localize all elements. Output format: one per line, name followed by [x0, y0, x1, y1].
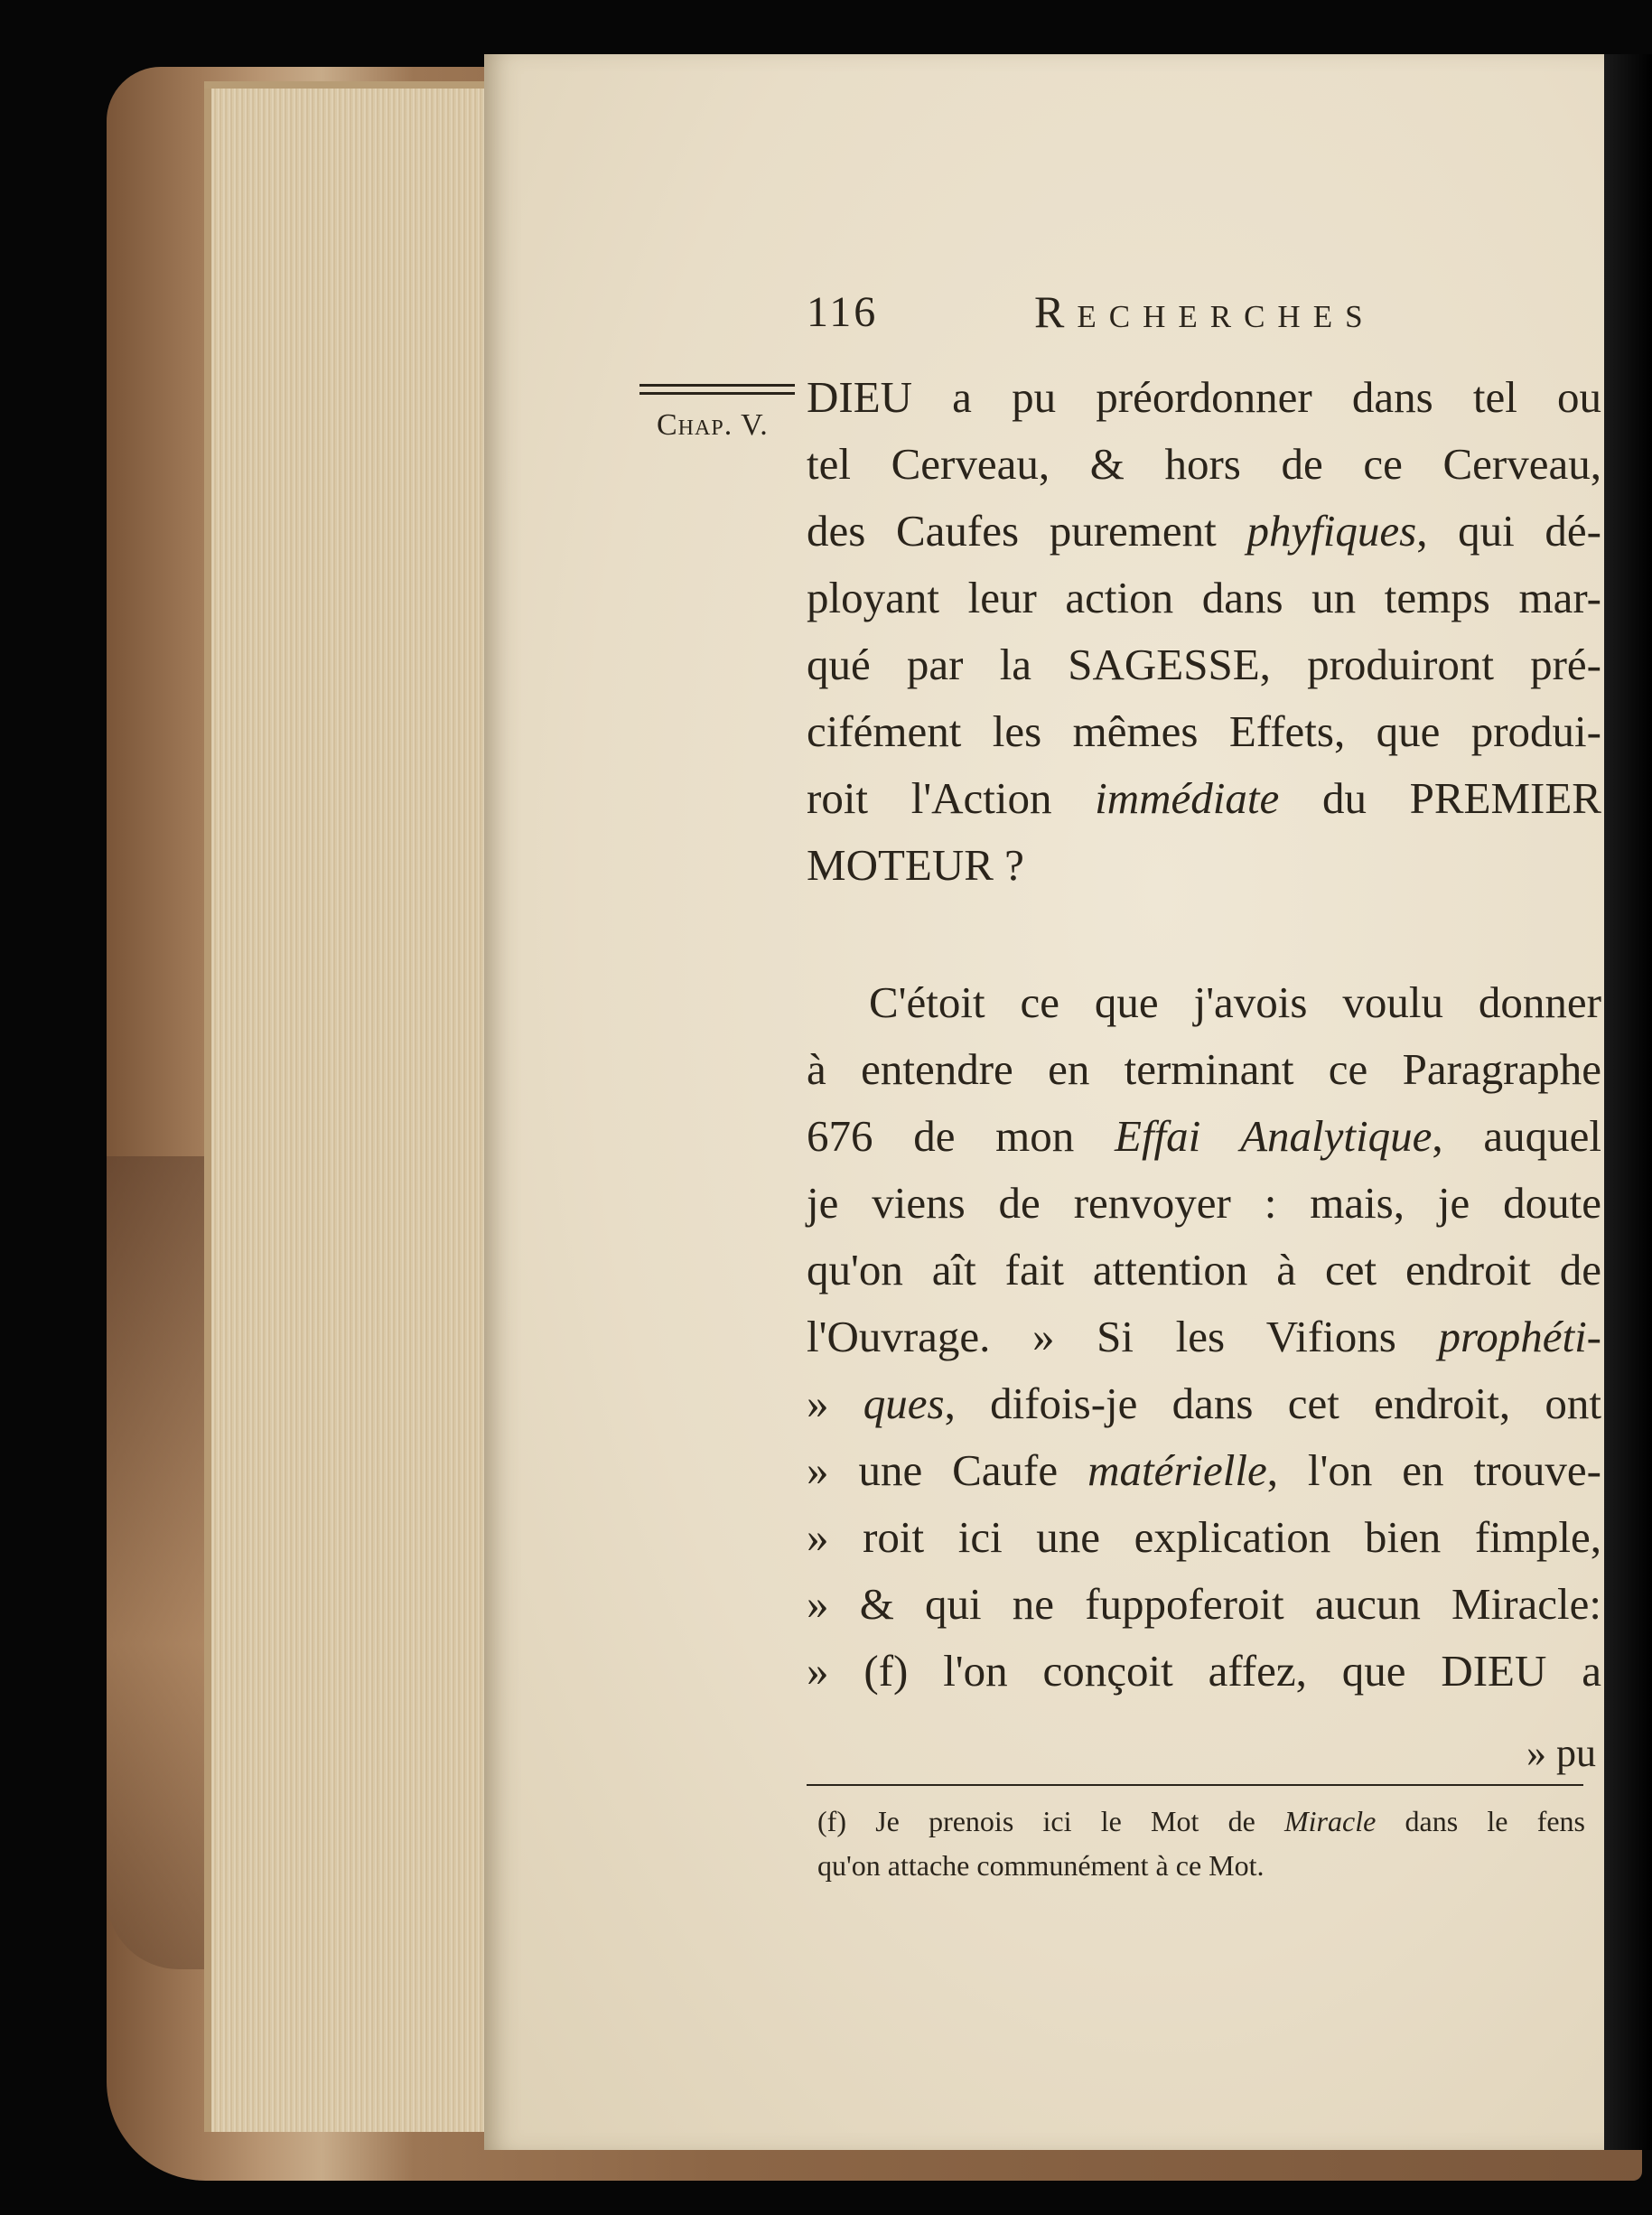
italic-text: matérielle — [1087, 1445, 1267, 1495]
text-line — [807, 1314, 1601, 1359]
text-line — [807, 1245, 1601, 1294]
line-text: qu'on aît fait attention à cet endroit de — [807, 1245, 1601, 1294]
margin-rule-bottom — [639, 392, 795, 395]
text-line — [807, 1111, 1601, 1161]
italic-text: phyfiques — [1246, 506, 1417, 556]
footnote-text-end: dans le fens — [1376, 1805, 1585, 1837]
text-line — [807, 1379, 1601, 1428]
text-line — [807, 439, 1601, 489]
line-text: tel Cerveau, & hors de ce Cerveau, — [807, 439, 1601, 489]
line-text: , auquel — [1432, 1111, 1601, 1161]
footnote-rule — [807, 1784, 1583, 1786]
italic-text: prophéti- — [1438, 1312, 1601, 1361]
text-line — [807, 1178, 1601, 1228]
line-text: » roit ici une explication bien fimple, — [807, 1512, 1601, 1562]
text-line — [807, 1646, 1601, 1696]
italic-text: ques — [863, 1379, 945, 1428]
footnote-italic: Miracle — [1283, 1805, 1377, 1837]
line-text: cifément les mêmes Effets, que produi- — [807, 706, 1601, 756]
line-text: DIEU a pu préordonner dans tel ou — [807, 372, 1601, 422]
line-text: roit l'Action — [807, 773, 1096, 823]
text-line — [807, 1512, 1601, 1562]
line-text: qué par la SAGESSE, produiront pré- — [807, 640, 1601, 689]
line-text: » — [807, 1379, 863, 1428]
line-text: , qui dé- — [1416, 506, 1601, 556]
line-text: MOTEUR ? — [807, 840, 1024, 890]
line-text: ployant leur action dans un temps mar- — [807, 573, 1601, 622]
text-line — [807, 506, 1601, 556]
gutter-shadow — [1604, 54, 1652, 2150]
line-text: » & qui ne fuppoferoit aucun Miracle: — [807, 1579, 1601, 1629]
line-text: C'étoit ce que j'avois voulu donner — [869, 977, 1601, 1027]
line-text: 676 de mon — [807, 1111, 1115, 1161]
running-title: Recherches — [1034, 286, 1376, 337]
page-edges — [204, 89, 499, 2132]
cover-wear — [107, 1156, 215, 1969]
italic-text: immédiate — [1095, 773, 1280, 823]
chapter-note: Chap. V. — [657, 408, 769, 442]
line-text: l'Ouvrage. » Si les Vifions — [807, 1312, 1439, 1361]
text-line — [807, 642, 1601, 687]
text-line — [807, 575, 1601, 620]
line-text: » (f) l'on conçoit affez, que DIEU a — [807, 1646, 1601, 1696]
text-line — [807, 1044, 1601, 1094]
line-text: à entendre en terminant ce Paragraphe — [807, 1044, 1601, 1094]
catchword: » pu — [1526, 1731, 1596, 1775]
line-text: , difois-je dans cet endroit, ont — [944, 1379, 1601, 1428]
line-text: je viens de renvoyer : mais, je doute — [807, 1178, 1601, 1228]
footnote-line-2: qu'on attache communément à ce Mot. — [817, 1849, 1265, 1882]
italic-text: Effai Analytique — [1115, 1111, 1433, 1161]
text-line — [807, 1445, 1601, 1495]
footnote-line-1 — [817, 1805, 1585, 1838]
text-line — [807, 706, 1601, 756]
text-line — [807, 372, 1601, 422]
text-line — [807, 1579, 1601, 1629]
text-line — [869, 977, 1601, 1027]
text-line — [807, 840, 1601, 890]
line-text: , l'on en trouve- — [1266, 1445, 1601, 1495]
line-text: des Caufes purement — [807, 506, 1247, 556]
text-line — [807, 773, 1601, 823]
page-number: 116 — [807, 288, 879, 336]
line-text: du PREMIER — [1279, 773, 1601, 823]
line-text: » une Caufe — [807, 1445, 1088, 1495]
footnote-text: (f) Je prenois ici le Mot de — [817, 1805, 1284, 1837]
margin-rule-top — [639, 384, 795, 387]
